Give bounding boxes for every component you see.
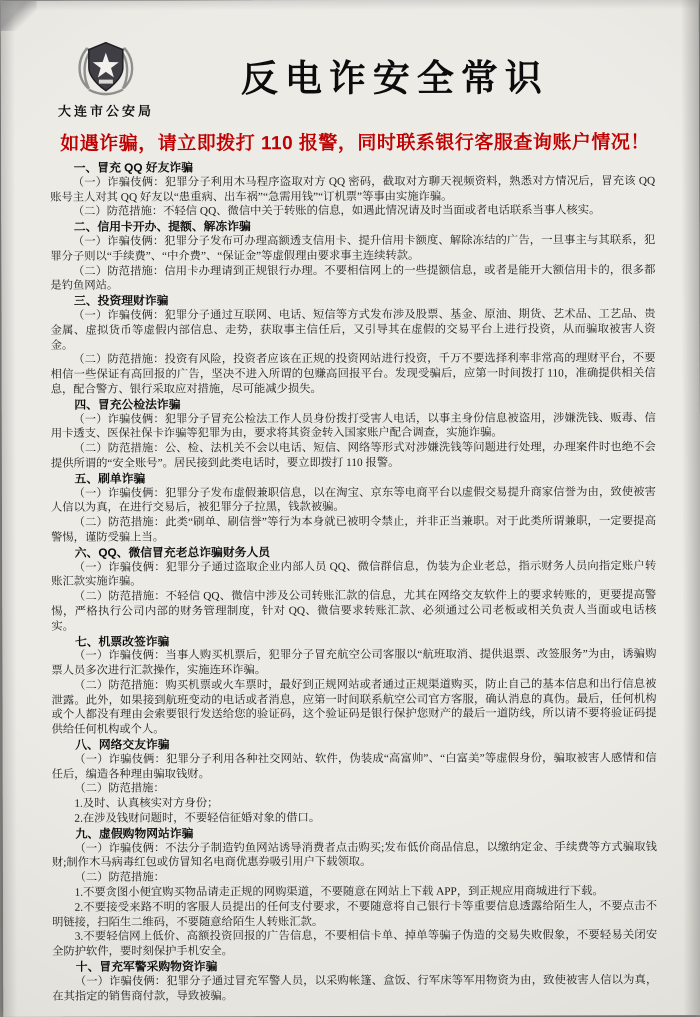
section-paragraph: （二）防范措施： <box>74 871 165 884</box>
section-paragraph: （二）防范措施：不轻信 QQ、微信中涉及公司转账汇款的信息，尤其在网络交友软件上的要求转账的，更要提高警惕，严格执行公司内部的财务管理制度，针对 QQ、微信要求转账汇款、必须通过公司老板或相关负责人当面或电话核实。 <box>51 589 657 633</box>
section-heading: 三、投资理财诈骗 <box>74 293 169 308</box>
section-paragraph: （二）防范措施：此类“刷单、刷信誉”等行为本身就已被明令禁止，并非正当兼职。对于此类所谓兼职，一定要提高警惕，谨防受骗上当。 <box>51 515 657 544</box>
section-paragraph: （二）防范措施：公、检、法机关不会以电话、短信、网络等形式对涉嫌洗钱等问题进行处理，办理案件时也绝不会提供所谓的“安全账号”。居民接到此类电话时，要立即拨打 110 报警。 <box>50 441 656 470</box>
page-title: 反电诈安全常识 <box>240 58 549 101</box>
section-paragraph: 2.在涉及钱财问题时，不要轻信征婚对象的借口。 <box>74 812 321 825</box>
section-heading: 七、机票改签诈骗 <box>74 633 170 649</box>
section-heading: 二、信用卡开办、提额、解冻诈骗 <box>73 219 251 234</box>
section-paragraph: （一）诈骗伎俩：不法分子制造钓鱼网站诱导消费者点击购买;发布低价商品信息，以缴纳定金、手续费等方式骗取钱财;制作木马病毒红包或仿冒知名电商优惠券吸引用户下载领取。 <box>51 840 657 870</box>
section-paragraph: （二）防范措施：不轻信 QQ、微信中关于转账的信息，如遇此情况请及时当面或者电话联系当事人核实。 <box>72 204 601 219</box>
document-page <box>1 0 700 1017</box>
sections-container <box>50 159 657 1007</box>
section-heading: 一、冒充 QQ 好友诈骗 <box>73 160 194 175</box>
police-badge-icon <box>73 35 139 101</box>
section-paragraph: （一）诈骗伎俩：犯罪分子通过互联网、电话、短信等方式发布涉及股票、基金、原油、期货、艺术品、工艺品、贵金属、虚拟货币等虚假内部信息、走势，获取事主信任后，又引导其在虚假的交易平台上进行投资，从而骗取被害人资金。 <box>50 308 656 352</box>
section-paragraph: 2.不要接受来路不明的客服人员提出的任何支付要求，不要随意将自己银行卡等重要信息透露给陌生人，不要点击不明链接，扫陌生二维码，不要随意给陌生人转账汇款。 <box>52 900 658 929</box>
emergency-alert-text: 如遇诈骗，请立即拨打 110 报警，同时联系银行客服查询账户情况！ <box>60 132 650 155</box>
section-heading: 九、虚假购物网站诈骗 <box>75 826 194 841</box>
section-paragraph: （二）防范措施： <box>74 782 165 796</box>
section-paragraph: 3.不要轻信网上低价、高额投资回报的广告信息，不要相信卡单、掉单等骗子伪造的交易失败假象，不要轻易关闭安全防护软件，要时刻保护手机安全。 <box>52 929 658 959</box>
section-paragraph: （一）诈骗伎俩：犯罪分子发布可办理高额透支信用卡、提升信用卡额度、解除冻结的广告，一旦事主与其联系，犯罪分子则以“手续费”、“中介费”、“保证金”等虚假理由要求事主连续转款。 <box>50 234 656 263</box>
section-paragraph: （二）防范措施：信用卡办理请到正规银行办理。不要相信网上的一些提额信息，或者是能开大额信用卡的，很多都是钓鱼网站。 <box>50 263 656 293</box>
org-name: 大连市公安局 <box>57 103 154 119</box>
section-paragraph: （二）防范措施：购买机票或火车票时，最好到正规网站或者通过正规渠道购买，防止自己的基本信息和出行信息被泄露。此外，如果接到航班变动的电话或者消息，应第一时间联系航空公司官方客服，确认消息的真伪。最后，任何机构或个人都没有理由会索要银行发送给您的验证码，这个验证码是银行保护您财产的最后一道防线，所以请不要将验证码提供给任何机构或个人。 <box>51 678 657 737</box>
section-paragraph: （二）防范措施：投资有风险，投资者应该在正规的投资网站进行投资，千万不要选择利率非常高的理财平台，不要相信一些保证有高回报的广告，坚决不进入所谓的包赚高回报平台。发现受骗后，应第一时间拨打 110，准确提供相关信息，配合警方、银行采取应对措施，尽可能减少损失。 <box>50 352 656 396</box>
section-paragraph: （一）诈骗伎俩：犯罪分子冒充公检法工作人员身份拨打受害人电话，以事主身份信息被盗用，涉嫌洗钱、贩毒、信用卡透支、医保社保卡诈骗等犯罪为由，要求将其资金转入国家账户配合调查，实施诈骗。 <box>50 411 656 441</box>
section-paragraph: （一）诈骗伎俩：犯罪分子利用木马程序盗取对方 QQ 密码，截取对方聊天视频资料，熟悉对方情况后，冒充该 QQ 账号主人对其 QQ 好友以“患重病、出车祸”“急需用钱”“订机票”等事由实施诈骗。 <box>50 174 656 204</box>
section-heading: 八、网络交友诈骗 <box>75 737 170 752</box>
scan-corner-artifact <box>1 1 37 31</box>
section-heading: 六、QQ、微信冒充老总诈骗财务人员 <box>74 544 271 560</box>
section-paragraph: （一）诈骗伎俩：犯罪分子利用各种社交网站、软件，伪装成“高富帅”、“白富美”等虚假身份，骗取被害人感情和信任后，编造各种理由骗取钱财。 <box>51 752 657 781</box>
section-paragraph: 1.不要贪图小便宜购买物品请走正规的网购渠道，不要随意在网站上下载 APP，到正规应用商城进行下载。 <box>74 885 604 899</box>
section-paragraph: （一）诈骗伎俩：犯罪分子发布虚假兼职信息，以在淘宝、京东等电商平台以虚假交易提升商家信誉为由，致使被害人信以为真，在进行交易后，被犯罪分子拉黑，钱款被骗。 <box>50 485 656 515</box>
section-paragraph: （一）诈骗伎俩：犯罪分子通过冒充军警人员，以采购帐篷、盒饭、行军床等军用物资为由，致使被害人信以为真，在其指定的销售商付款，导致被骗。 <box>52 974 658 1003</box>
section-heading: 四、冒充公检法诈骗 <box>74 397 181 412</box>
section-heading: 五、刷单诈骗 <box>74 471 146 486</box>
section-paragraph: （一）诈骗伎俩：当事人购买机票后，犯罪分子冒充航空公司客服以“航班取消、提供退票、改签服务”为由，诱骗购票人员多次进行汇款操作，实施连环诈骗。 <box>51 648 657 677</box>
section-paragraph: （一）诈骗伎俩：犯罪分子通过盗取企业内部人员 QQ、微信群信息，伪装为企业老总，指示财务人员向指定账户转账汇款实施诈骗。 <box>51 559 657 589</box>
section-heading: 十、冒充军警采购物资诈骗 <box>75 959 218 974</box>
section-paragraph: 1.及时、认真核实对方身份； <box>74 797 219 810</box>
